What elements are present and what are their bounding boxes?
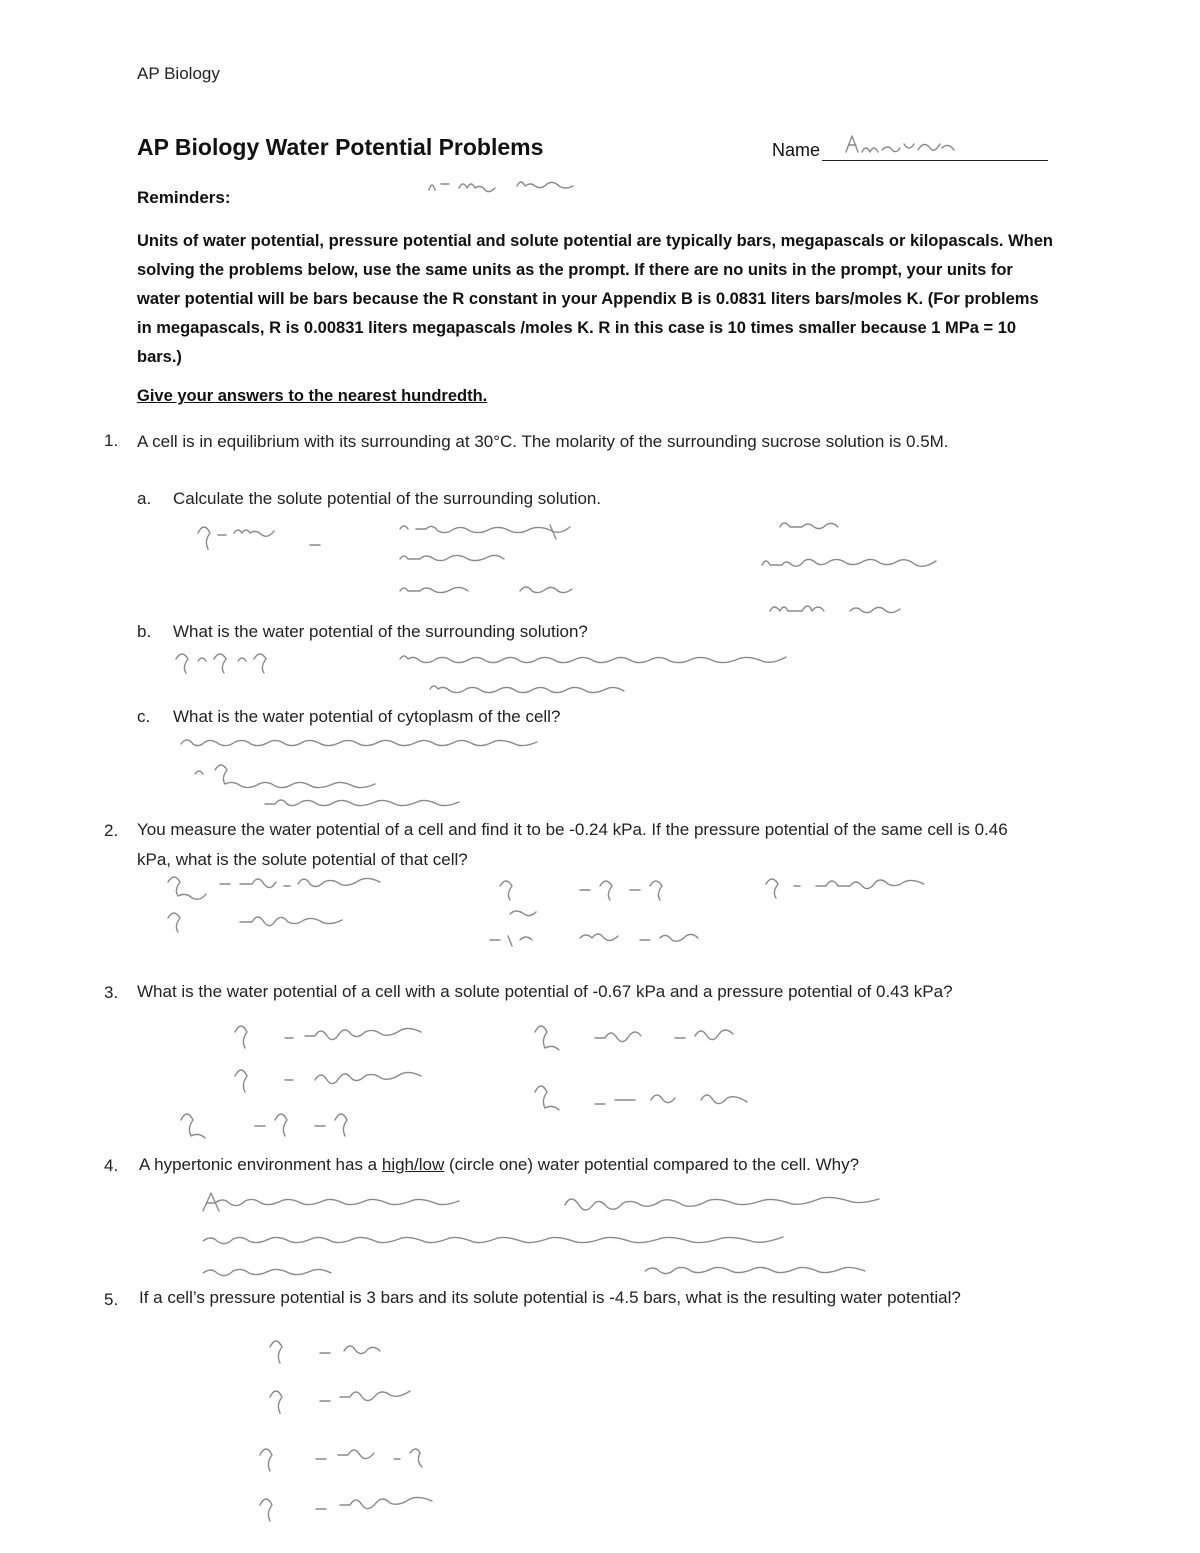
handwritten-answer-1c <box>175 728 795 818</box>
question-4-text-before: A hypertonic environment has a <box>139 1155 382 1174</box>
question-2-text: You measure the water potential of a cell and find it to be -0.24 kPa. If the pressure potential of the same cell is 0.46 kPa, what is the solute potential of that cell? <box>137 820 1008 869</box>
question-1-text: A cell is in equilibrium with its surrounding at 30°C. The molarity of the surrounding sucrose solution is 0.5M. <box>137 432 949 451</box>
question-1b-letter: b. <box>137 622 152 641</box>
nearest-hundredth-instruction: Give your answers to the nearest hundredth. <box>137 387 488 405</box>
question-1c-letter: c. <box>137 707 151 726</box>
question-1a-letter: a. <box>137 489 152 508</box>
question-2-number: 2. <box>104 821 119 840</box>
question-3-number: 3. <box>104 983 119 1002</box>
handwritten-answer-3 <box>175 1010 795 1160</box>
handwritten-answer-1a <box>190 515 1090 625</box>
question-4-text-after: (circle one) water potential compared to the cell. Why? <box>444 1155 860 1174</box>
reminders-label: Reminders: <box>137 188 231 207</box>
units-paragraph: Units of water potential, pressure potential and solute potential are typically bars, megapascals or kilopascals. When solving the problems below, use the same units as the prompt. If there are no units in the prompt, your units for water potential will be bars because the R constant in your Appendix B is 0.0831 liters bars/moles K. (For problems in megapascals, R is 0.00831 liters megapascals /moles K. R in this case is 10 times smaller because 1 MPa = 10 bars.) <box>137 232 1053 366</box>
handwritten-answer-2 <box>160 866 980 956</box>
page-title: AP Biology Water Potential Problems <box>137 134 544 160</box>
course-header: AP Biology <box>137 64 220 83</box>
handwritten-answer-4 <box>195 1185 995 1285</box>
question-4-number: 4. <box>104 1156 119 1175</box>
question-5-text: If a cell’s pressure potential is 3 bars and its solute potential is -4.5 bars, what is the resulting water potential? <box>139 1288 961 1307</box>
question-1a-text: Calculate the solute potential of the surrounding solution. <box>173 489 602 508</box>
question-5-number: 5. <box>104 1290 119 1309</box>
handwritten-answer-1b <box>170 645 970 705</box>
handwritten-name-scribble <box>842 132 962 158</box>
question-3-text: What is the water potential of a cell with a solute potential of -0.67 kPa and a pressure potential of 0.43 kPa? <box>137 982 953 1001</box>
handwritten-reminder-scribble <box>425 172 625 196</box>
question-1-number: 1. <box>104 431 119 450</box>
name-line <box>822 138 1048 161</box>
name-label: Name <box>772 140 821 160</box>
handwritten-answer-5 <box>250 1325 510 1535</box>
question-1b-text: What is the water potential of the surrounding solution? <box>173 622 588 641</box>
high-low-choice[interactable]: high/low <box>381 1155 445 1174</box>
name-field <box>772 138 1048 161</box>
question-1c-text: What is the water potential of cytoplasm of the cell? <box>173 707 561 726</box>
question-4-text <box>139 1150 1039 1180</box>
